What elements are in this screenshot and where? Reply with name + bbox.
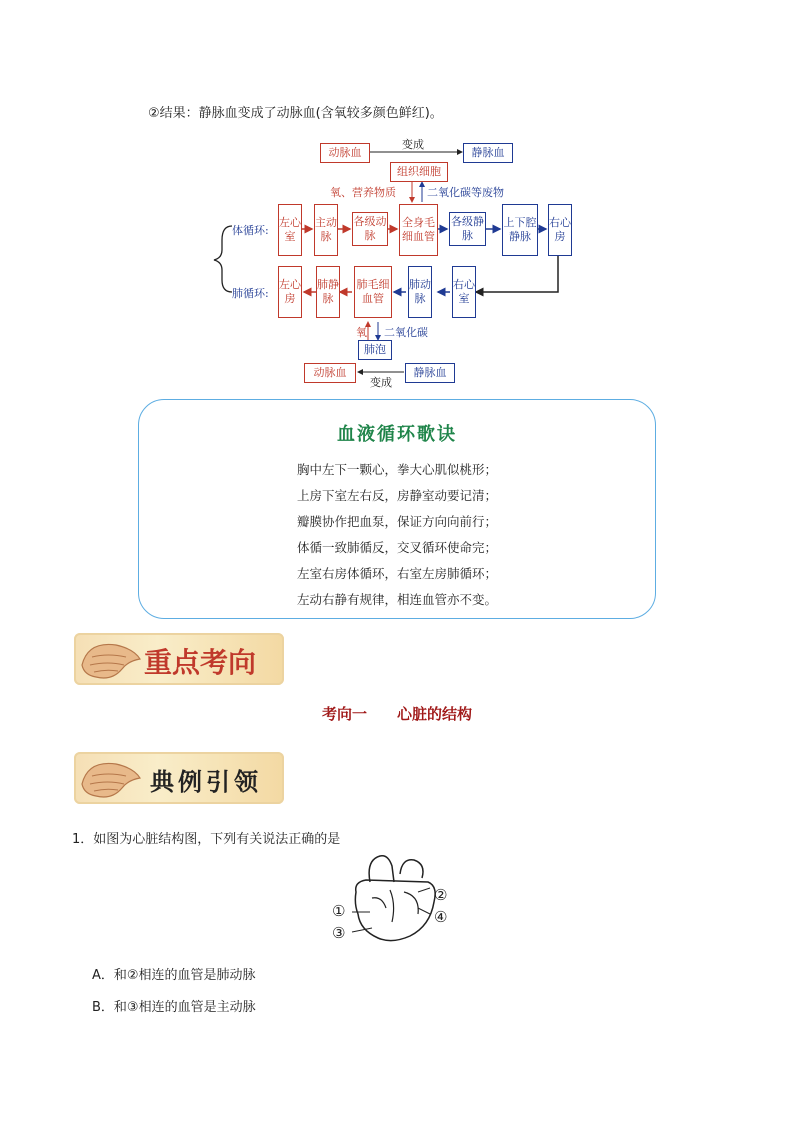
- poem-line: 体循一致肺循反，交叉循环使命完；: [296, 540, 497, 555]
- tissue-cell-box: 组织细胞: [390, 162, 448, 182]
- banner-key-direction-text: 重点考向: [144, 646, 257, 679]
- shell-icon: [78, 635, 142, 683]
- top-venous-blood: 静脉血: [463, 143, 513, 163]
- box-vena-cava: 上下腔静脉: [502, 204, 538, 256]
- box-pulmonary-artery: 肺动脉: [408, 266, 432, 318]
- heart-label-2: ②: [434, 886, 448, 904]
- box-pulmonary-vein: 肺静脉: [316, 266, 340, 318]
- heart-label-1: ①: [332, 902, 346, 920]
- heart-label-4: ④: [434, 908, 448, 926]
- section-heading: 考向一 心脏的结构: [321, 705, 472, 723]
- box-right-ventricle: 右心室: [452, 266, 476, 318]
- co2-label: 二氧化碳: [384, 326, 428, 339]
- pulmonary-label: 肺循环:: [232, 287, 269, 300]
- diagram-arrows: [0, 0, 794, 400]
- bottom-arterial-blood: 动脉血: [304, 363, 356, 383]
- question-text: 1．如图为心脏结构图，下列有关说法正确的是: [72, 832, 341, 847]
- heart-figure: [330, 852, 460, 947]
- banner-example: [74, 752, 284, 804]
- result-line: ②结果：静脉血变成了动脉血(含氧较多颜色鲜红)。: [148, 106, 443, 121]
- poem-line: 胸中左下一颗心，拳大心肌似桃形；: [296, 462, 497, 477]
- top-change-label: 变成: [402, 138, 424, 151]
- box-left-atrium: 左心房: [278, 266, 302, 318]
- oxygen-nutrients-label: 氧、营养物质: [330, 186, 396, 199]
- poem-title: 血液循环歌诀: [337, 424, 457, 445]
- poem-line: 左动右静有规律，相连血管亦不变。: [296, 592, 497, 607]
- heart-label-3: ③: [332, 924, 346, 942]
- alveoli-box: 肺泡: [358, 340, 392, 360]
- banner-example-text: 典例引领: [150, 767, 262, 796]
- box-veins: 各级静脉: [449, 212, 486, 246]
- systemic-label: 体循环:: [232, 224, 269, 237]
- box-lung-capillaries: 肺毛细血管: [354, 266, 392, 318]
- box-arteries: 各级动脉: [352, 212, 388, 246]
- banner-key-direction: [74, 633, 284, 685]
- oxygen-label: 氧: [356, 326, 367, 339]
- co2-waste-label: 二氧化碳等废物: [427, 186, 504, 199]
- bottom-venous-blood: 静脉血: [405, 363, 455, 383]
- shell-icon: [78, 754, 142, 802]
- poem-line: 瓣膜协作把血泵，保证方向向前行；: [296, 514, 497, 529]
- box-aorta: 主动脉: [314, 204, 338, 256]
- bottom-change-label: 变成: [370, 376, 392, 389]
- box-left-ventricle: 左心室: [278, 204, 302, 256]
- box-body-capillaries: 全身毛细血管: [399, 204, 438, 256]
- poem-line: 左室右房体循环，右室左房肺循环；: [296, 566, 497, 581]
- option-a[interactable]: A．和②相连的血管是肺动脉: [92, 968, 256, 983]
- top-arterial-blood: 动脉血: [320, 143, 370, 163]
- box-right-atrium: 右心房: [548, 204, 572, 256]
- poem-line: 上房下室左右反，房静室动要记清；: [296, 488, 497, 503]
- poem-box: [138, 399, 656, 619]
- option-b[interactable]: B．和③相连的血管是主动脉: [92, 1000, 256, 1015]
